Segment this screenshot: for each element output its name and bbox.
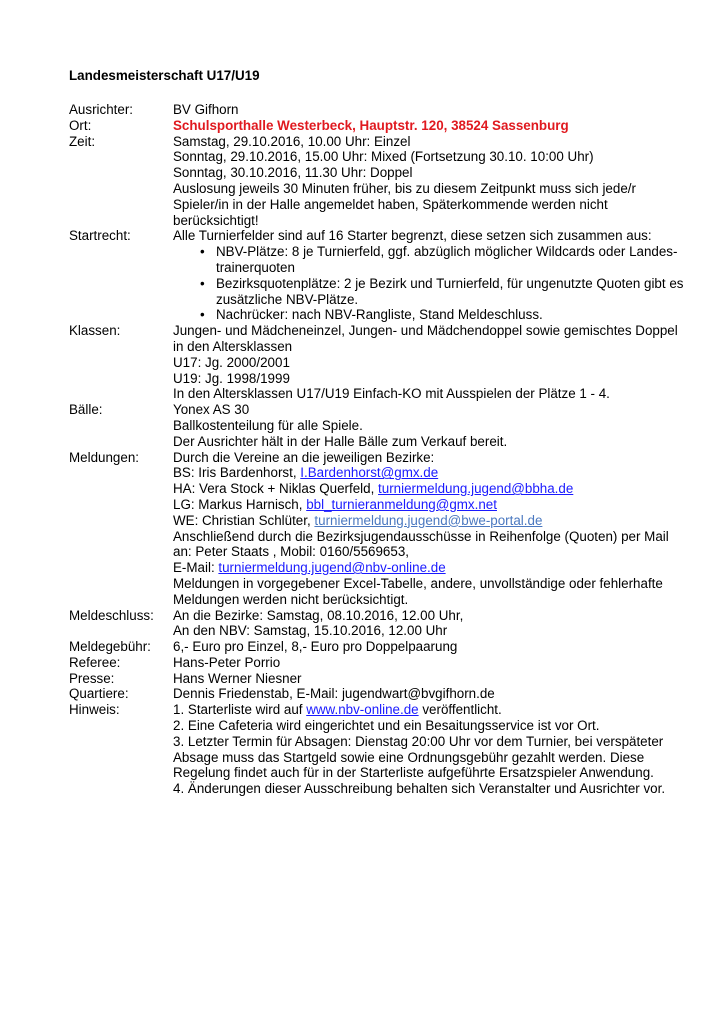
- hinweis-line: Regelung findet auch für in der Starterliste aufgeführte Ersatzspieler Anwendung.: [173, 765, 654, 781]
- bullet-line: zusätzliche NBV-Plätze.: [216, 291, 359, 307]
- contact-ha: [173, 481, 689, 497]
- row-zeit: [69, 134, 689, 229]
- row-hinweis: [69, 702, 689, 797]
- bullet-line: • Bezirksquotenplätze: 2 je Bezirk und Turnierfeld, für ungenutzte Quoten gibt es: [216, 275, 684, 291]
- row-ort: [69, 118, 689, 134]
- hinweis-line: 4. Änderungen dieser Ausschreibung behalten sich Veranstalter und Ausrichter vor.: [173, 781, 666, 797]
- nbv-email-line: [173, 560, 689, 576]
- zeit-line: Samstag, 29.10.2016, 10.00 Uhr: Einzel: [173, 133, 411, 149]
- value-meldeschluss: [173, 608, 689, 640]
- label-presse: Presse:: [69, 670, 115, 686]
- row-baelle: [69, 402, 689, 449]
- label-startrecht: Startrecht:: [69, 228, 131, 244]
- hinweis-line: Absage muss das Startgeld sowie eine Ordnungsgebühr gezahlt werden. Diese: [173, 749, 645, 765]
- bullet-line: • Nachrücker: nach NBV-Rangliste, Stand Meldeschluss.: [216, 307, 543, 323]
- nbv-line: Anschließend durch die Bezirksjugendausschüsse in Reihenfolge (Quoten) per Mail: [173, 528, 669, 544]
- startrecht-list: [173, 244, 689, 323]
- value-meldegebuehr: 6,- Euro pro Einzel, 8,- Euro pro Doppelpaarung: [173, 639, 458, 655]
- note-line: Meldungen werden nicht berücksichtigt.: [173, 591, 409, 607]
- baelle-line: Ballkostenteilung für alle Spiele.: [173, 417, 363, 433]
- label-ausrichter: Ausrichter:: [69, 102, 133, 117]
- row-referee: [69, 655, 689, 671]
- value-referee: Hans-Peter Porrio: [173, 654, 281, 670]
- email-link[interactable]: turniermeldung.jugend@nbv-online.de: [218, 560, 446, 576]
- document-page: [69, 68, 689, 797]
- row-startrecht: [69, 228, 689, 323]
- baelle-line: Yonex AS 30: [173, 402, 250, 418]
- email-link[interactable]: turniermeldung.jugend@bwe-portal.de: [314, 512, 543, 528]
- value-ort: Schulsporthalle Westerbeck, Hauptstr. 120, 38524 Sassenburg: [173, 117, 569, 133]
- value-ausrichter: BV Gifhorn: [173, 102, 239, 117]
- contact-lg: [173, 497, 689, 513]
- zeit-line: Sonntag, 30.10.2016, 11.30 Uhr: Doppel: [173, 165, 413, 181]
- bullet-line: trainerquoten: [216, 259, 295, 275]
- website-link[interactable]: www.nbv-online.de: [306, 702, 419, 718]
- klassen-line: Jungen- und Mädcheneinzel, Jungen- und Mädchendoppel sowie gemischtes Doppel: [173, 323, 678, 339]
- row-ausrichter: [69, 102, 689, 118]
- contact-bs: [173, 465, 689, 481]
- hinweis-item-1: [173, 702, 689, 718]
- contact-name: BS: Iris Bardenhorst,: [173, 465, 301, 481]
- hinweis-text: 1. Starterliste wird auf: [173, 702, 307, 718]
- row-klassen: [69, 323, 689, 402]
- label-zeit: Zeit:: [69, 133, 96, 149]
- label-ort: Ort:: [69, 117, 92, 133]
- row-presse: [69, 671, 689, 687]
- email-link[interactable]: I.Bardenhorst@gmx.de: [300, 465, 439, 481]
- email-link[interactable]: turniermeldung.jugend@bbha.de: [378, 481, 574, 497]
- nbv-line: an: Peter Staats , Mobil: 0160/5569653,: [173, 544, 409, 560]
- startrecht-intro: Alle Turnierfelder sind auf 16 Starter begrenzt, diese setzen sich zusammen aus:: [173, 228, 652, 244]
- zeit-line: Sonntag, 29.10.2016, 15.00 Uhr: Mixed (Fortsetzung 30.10. 10:00 Uhr): [173, 149, 594, 165]
- label-quartiere: Quartiere:: [69, 686, 129, 702]
- document-title: Landesmeisterschaft U17/U19: [69, 68, 260, 83]
- email-link[interactable]: bbl_turnieranmeldung@gmx.net: [306, 496, 497, 512]
- email-prefix: E-Mail:: [173, 560, 219, 576]
- value-baelle: [173, 402, 689, 449]
- label-klassen: Klassen:: [69, 323, 121, 339]
- hinweis-line: 2. Eine Cafeteria wird eingerichtet und ein Besaitungsservice ist vor Ort.: [173, 718, 600, 734]
- meldeschluss-line: An den NBV: Samstag, 15.10.2016, 12.00 Uhr: [173, 623, 448, 639]
- bullet-line: • NBV-Plätze: 8 je Turnierfeld, ggf. abzüglich möglicher Wildcards oder Landes-: [216, 244, 678, 260]
- zeit-line: Auslosung jeweils 30 Minuten früher, bis zu diesem Zeitpunkt muss sich jede/r: [173, 180, 636, 196]
- value-startrecht: [173, 228, 689, 323]
- zeit-line: Spieler/in in der Halle angemeldet haben, Späterkommende werden nicht: [173, 196, 608, 212]
- baelle-line: Der Ausrichter hält in der Halle Bälle zum Verkauf bereit.: [173, 433, 508, 449]
- value-presse: Hans Werner Niesner: [173, 670, 302, 686]
- value-meldungen: [173, 450, 689, 608]
- label-hinweis: Hinweis:: [69, 702, 120, 718]
- value-quartiere: Dennis Friedenstab, E-Mail: jugendwart@bvgifhorn.de: [173, 686, 495, 702]
- hinweis-line: 3. Letzter Termin für Absagen: Dienstag 20:00 Uhr vor dem Turnier, bei verspäteter: [173, 733, 664, 749]
- contact-name: LG: Markus Harnisch,: [173, 496, 307, 512]
- contact-name: WE: Christian Schlüter,: [173, 512, 315, 528]
- label-referee: Referee:: [69, 654, 121, 670]
- label-meldegebuehr: Meldegebühr:: [69, 639, 151, 655]
- klassen-line: U19: Jg. 1998/1999: [173, 370, 290, 386]
- value-hinweis: [173, 702, 689, 797]
- note-line: Meldungen in vorgegebener Excel-Tabelle, andere, unvollständige oder fehlerhafte: [173, 575, 663, 591]
- zeit-line: berücksichtigt!: [173, 212, 259, 228]
- klassen-line: In den Altersklassen U17/U19 Einfach-KO mit Ausspielen der Plätze 1 - 4.: [173, 386, 610, 402]
- value-zeit: [173, 134, 689, 229]
- klassen-line: U17: Jg. 2000/2001: [173, 354, 290, 370]
- hinweis-text: veröffentlicht.: [418, 702, 502, 718]
- label-meldungen: Meldungen:: [69, 449, 139, 465]
- row-quartiere: [69, 686, 689, 702]
- row-meldungen: [69, 450, 689, 608]
- list-item: [173, 244, 689, 276]
- label-baelle: Bälle:: [69, 402, 103, 418]
- klassen-line: in den Altersklassen: [173, 338, 293, 354]
- row-meldeschluss: [69, 608, 689, 640]
- label-meldeschluss: Meldeschluss:: [69, 607, 154, 623]
- list-item: [173, 307, 689, 323]
- meldungen-intro: Durch die Vereine an die jeweiligen Bezirke:: [173, 449, 435, 465]
- list-item: [173, 276, 689, 308]
- contact-we: [173, 513, 689, 529]
- value-klassen: [173, 323, 689, 402]
- row-meldegebuehr: [69, 639, 689, 655]
- meldeschluss-line: An die Bezirke: Samstag, 08.10.2016, 12.00 Uhr,: [173, 607, 464, 623]
- contact-name: HA: Vera Stock + Niklas Querfeld,: [173, 481, 379, 497]
